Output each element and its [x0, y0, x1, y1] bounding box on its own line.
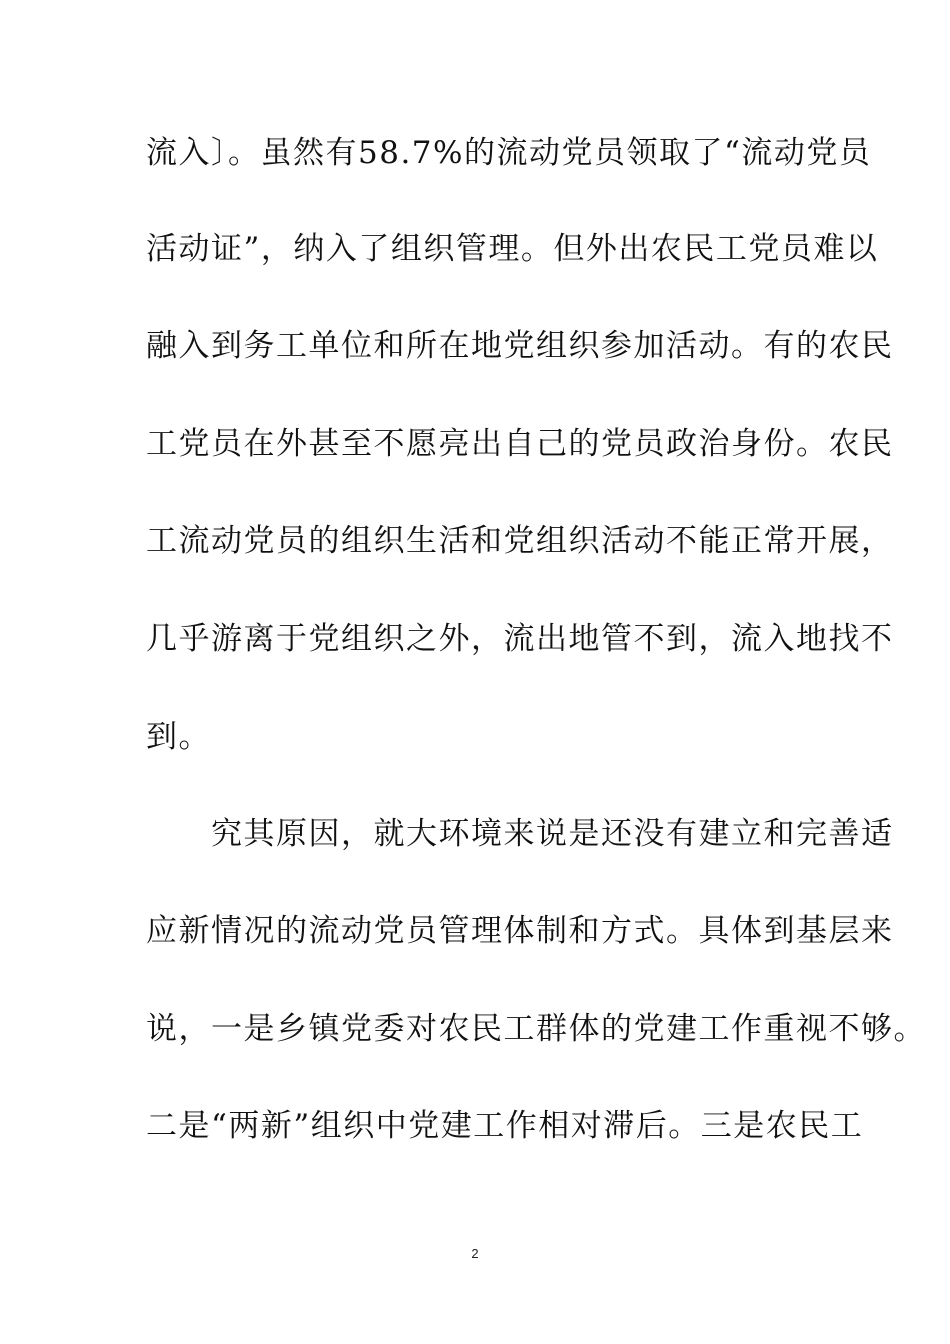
text-line: 活动证”，纳入了组织管理。但外出农民工党员难以	[146, 231, 879, 267]
text-line: 流入〕。虽然有58.7%的流动党员领取了“流动党员	[146, 135, 872, 171]
text-line: 几乎游离于党组织之外，流出地管不到，流入地找不	[146, 621, 894, 657]
text-line: 二是“两新”组织中党建工作相对滞后。三是农民工	[146, 1108, 864, 1144]
text-line: 说，一是乡镇党委对农民工群体的党建工作重视不够。	[146, 1011, 926, 1047]
text-line: 工党员在外甚至不愿亮出自己的党员政治身份。农民	[146, 426, 894, 462]
text-line: 到。	[146, 719, 211, 755]
text-line: 应新情况的流动党员管理体制和方式。具体到基层来	[146, 913, 894, 949]
text-line: 融入到务工单位和所在地党组织参加活动。有的农民	[146, 328, 894, 364]
text-line: 工流动党员的组织生活和党组织活动不能正常开展，	[146, 523, 894, 559]
text-line: 究其原因，就大环境来说是还没有建立和完善适	[146, 816, 894, 852]
page-number: 2	[471, 1246, 479, 1261]
